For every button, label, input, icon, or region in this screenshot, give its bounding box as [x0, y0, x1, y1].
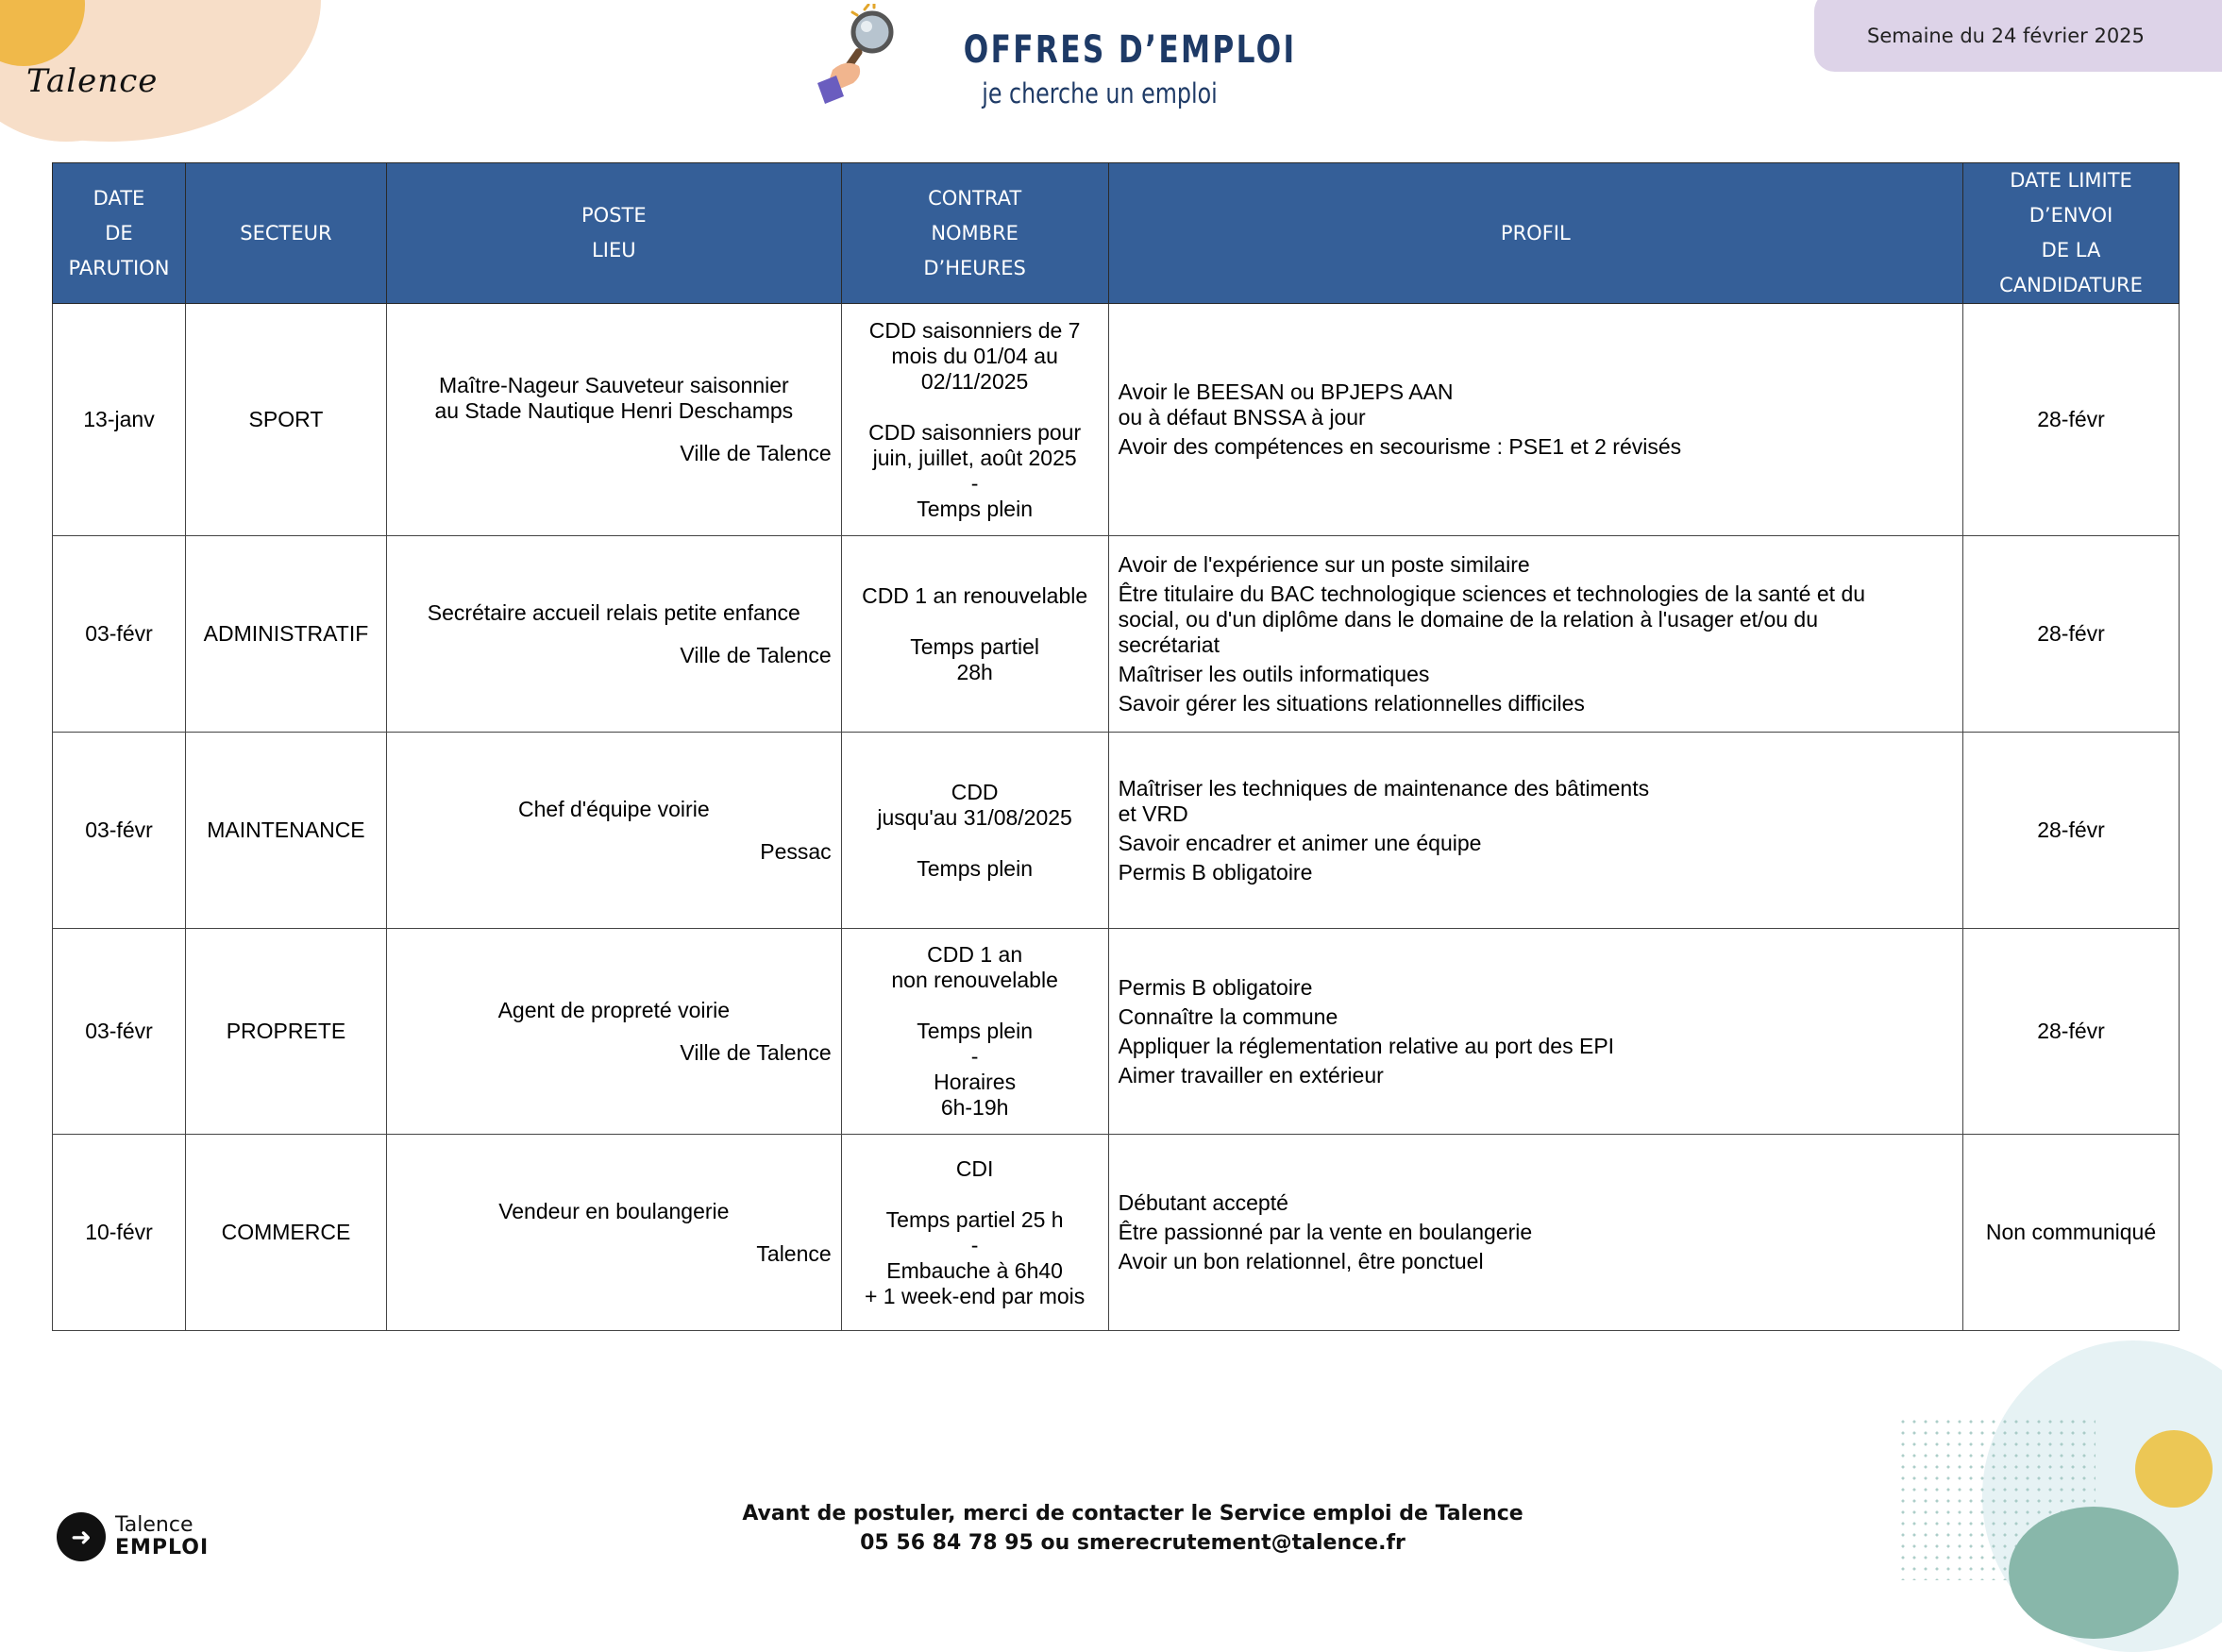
- poste-lieu: Ville de Talence: [680, 1039, 832, 1065]
- poste-title: Chef d'équipe voirie: [518, 796, 710, 821]
- decor-blob-teal: [2009, 1507, 2179, 1639]
- cell-contrat: [841, 1135, 1108, 1331]
- table-row: [53, 1135, 2180, 1331]
- col-header-date-limite-label: DATE LIMITE D’ENVOI DE LA CANDIDATURE: [1999, 169, 2143, 296]
- col-header-date-limite: [1963, 163, 2180, 304]
- profil-line: Savoir encadrer et animer une équipe: [1118, 830, 1482, 855]
- col-header-date-label: DATE DE PARUTION: [68, 186, 170, 279]
- cell-date: 03-févr: [53, 929, 186, 1135]
- contrat-text: CDD saisonniers de 7 mois du 01/04 au 02/11/2025 CDD saisonniers pour juin, juillet, août 2025 - Temps plein: [868, 317, 1082, 521]
- page-subtitle: je cherche un emploi: [982, 77, 1218, 110]
- emploi-logo-line1: Talence: [115, 1513, 194, 1537]
- contrat-text: CDD jusqu'au 31/08/2025 Temps plein: [877, 779, 1072, 881]
- magnifier-hand-icon: [810, 4, 904, 110]
- cell-date-limite: 28-févr: [1963, 929, 2180, 1135]
- contrat-text: CDD 1 an renouvelable Temps partiel 28h: [862, 582, 1088, 684]
- talence-emploi-logo: [57, 1512, 209, 1561]
- col-header-poste: [386, 163, 841, 304]
- cell-profil: [1108, 304, 1962, 536]
- table-row: [53, 733, 2180, 929]
- cell-secteur: COMMERCE: [185, 1135, 386, 1331]
- cell-poste: [386, 1135, 841, 1331]
- profil-line: Être titulaire du BAC technologique sciences et technologies de la santé et du social, ou d'un diplôme dans le domaine de la relation à l'usager et/ou du secrétariat: [1118, 581, 1866, 657]
- emploi-logo-text: [115, 1514, 209, 1559]
- profil-line: Avoir de l'expérience sur un poste similaire: [1118, 551, 1530, 577]
- cell-profil: [1108, 1135, 1962, 1331]
- profil-line: Avoir le BEESAN ou BPJEPS AAN ou à défaut BNSSA à jour: [1118, 379, 1454, 430]
- talence-logo: Talence: [26, 62, 159, 100]
- poste-lieu: Talence: [756, 1240, 832, 1266]
- cell-date: 03-févr: [53, 733, 186, 929]
- emploi-logo-line2: EMPLOI: [115, 1536, 210, 1559]
- page-header: [925, 28, 1297, 110]
- cell-date: 13-janv: [53, 304, 186, 536]
- cell-contrat: [841, 733, 1108, 929]
- table-row: [53, 304, 2180, 536]
- poste-title: Secrétaire accueil relais petite enfance: [427, 599, 800, 625]
- poste-lieu: Ville de Talence: [680, 441, 832, 465]
- cell-profil: [1108, 536, 1962, 733]
- cell-secteur: PROPRETE: [185, 929, 386, 1135]
- cell-date-limite: 28-févr: [1963, 304, 2180, 536]
- profil-line: Connaître la commune: [1118, 1003, 1338, 1029]
- col-header-profil: [1108, 163, 1962, 304]
- col-header-contrat: [841, 163, 1108, 304]
- poste-title: Agent de propreté voirie: [497, 997, 731, 1022]
- profil-line: Appliquer la réglementation relative au port des EPI: [1118, 1033, 1615, 1058]
- cell-profil: [1108, 733, 1962, 929]
- table-row: [53, 929, 2180, 1135]
- profil-line: Avoir un bon relationnel, être ponctuel: [1118, 1249, 1484, 1273]
- cell-profil: [1108, 929, 1962, 1135]
- cell-contrat: [841, 929, 1108, 1135]
- cell-date: 10-févr: [53, 1135, 186, 1331]
- cell-secteur: SPORT: [185, 304, 386, 536]
- profil-line: Aimer travailler en extérieur: [1118, 1062, 1384, 1087]
- cell-date: 03-févr: [53, 536, 186, 733]
- week-badge: Semaine du 24 février 2025: [1814, 0, 2222, 72]
- footer-line-2: 05 56 84 78 95 ou smerecrutement@talence.fr: [860, 1531, 1406, 1555]
- footer-line-1: Avant de postuler, merci de contacter le Service emploi de Talence: [742, 1502, 1523, 1526]
- profil-line: Maîtriser les outils informatiques: [1118, 661, 1430, 686]
- profil-line: Savoir gérer les situations relationnelles difficiles: [1118, 690, 1585, 716]
- job-offers-table: [52, 162, 2180, 1331]
- cell-poste: [386, 733, 841, 929]
- profil-line: Être passionné par la vente en boulangerie: [1118, 1220, 1533, 1244]
- contrat-text: CDD 1 an non renouvelable Temps plein - Horaires 6h-19h: [891, 942, 1058, 1120]
- arrow-circle-icon: ➜: [57, 1512, 106, 1561]
- cell-secteur: MAINTENANCE: [185, 733, 386, 929]
- col-header-secteur-label: SECTEUR: [240, 221, 332, 244]
- poste-title: Maître-Nageur Sauveteur saisonnier au Stade Nautique Henri Deschamps: [434, 373, 794, 423]
- contrat-text: CDI Temps partiel 25 h - Embauche à 6h40 + 1 week-end par mois: [864, 1155, 1086, 1308]
- cell-date-limite: 28-févr: [1963, 733, 2180, 929]
- cell-date-limite: 28-févr: [1963, 536, 2180, 733]
- col-header-secteur: [185, 163, 386, 304]
- cell-contrat: [841, 304, 1108, 536]
- profil-line: Permis B obligatoire: [1118, 859, 1313, 885]
- col-header-contrat-label: CONTRAT NOMBRE D’HEURES: [923, 186, 1026, 279]
- profil-line: Avoir des compétences en secourisme : PSE1 et 2 révisés: [1118, 434, 1682, 459]
- poste-lieu: Pessac: [760, 838, 832, 864]
- cell-poste: [386, 929, 841, 1135]
- footer-contact-note: [661, 1499, 1605, 1558]
- profil-line: Maîtriser les techniques de maintenance des bâtiments et VRD: [1118, 775, 1650, 826]
- table-row: [53, 536, 2180, 733]
- col-header-poste-label: POSTE LIEU: [581, 204, 647, 261]
- col-header-date: [53, 163, 186, 304]
- page-title: OFFRES D’EMPLOI: [963, 28, 1297, 72]
- cell-date-limite: Non communiqué: [1963, 1135, 2180, 1331]
- profil-line: Permis B obligatoire: [1118, 974, 1313, 1000]
- cell-poste: [386, 536, 841, 733]
- table-header-row: [53, 163, 2180, 304]
- poste-lieu: Ville de Talence: [680, 642, 832, 667]
- cell-contrat: [841, 536, 1108, 733]
- col-header-profil-label: PROFIL: [1500, 221, 1571, 244]
- profil-line: Débutant accepté: [1118, 1190, 1288, 1215]
- poste-title: Vendeur en boulangerie: [498, 1198, 730, 1223]
- cell-poste: [386, 304, 841, 536]
- decor-blob-yellow-2: [2135, 1430, 2213, 1508]
- cell-secteur: ADMINISTRATIF: [185, 536, 386, 733]
